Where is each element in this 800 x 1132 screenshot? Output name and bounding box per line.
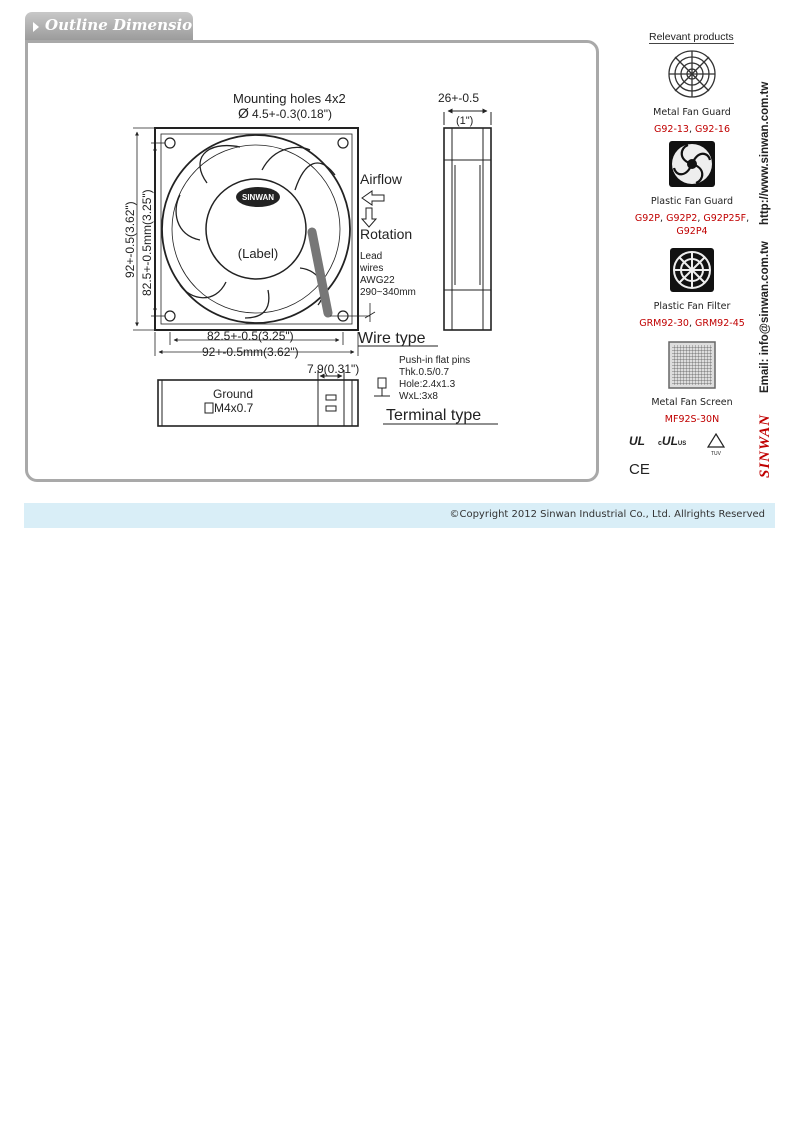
ce-mark-icon: CE <box>629 461 650 478</box>
product-code-link[interactable]: G92-16 <box>695 124 730 135</box>
wire-type-label: Wire type <box>358 330 426 347</box>
product-plastic-fan-guard[interactable]: Plastic Fan Guard G92P, G92P2, G92P25F, G92P4 <box>622 140 762 238</box>
email-link[interactable]: Email: info@sinwan.com.tw <box>759 241 771 393</box>
rotation-arrow-icon <box>362 208 376 227</box>
product-plastic-fan-filter[interactable]: Plastic Fan Filter GRM92-30, GRM92-45 <box>622 247 762 330</box>
product-name: Plastic Fan Filter <box>653 301 731 312</box>
depth-label: 26+-0.5 <box>438 91 480 105</box>
ground-label: Ground <box>213 387 254 401</box>
airflow-arrow-icon <box>362 191 384 205</box>
tuv-mark-icon <box>708 434 724 457</box>
product-code-link[interactable]: G92P2 <box>666 213 698 224</box>
product-code-link[interactable]: GRM92-45 <box>695 318 745 329</box>
product-code-link[interactable]: G92P4 <box>676 226 708 237</box>
rotation-label: Rotation <box>360 226 413 242</box>
plastic-fan-filter-icon <box>669 247 715 293</box>
height-inner-label: 82.5+-0.5mm(3.25") <box>140 189 154 296</box>
relevant-products-title: Relevant products <box>649 31 734 43</box>
terminal-gap-label: 7.9(0.31") <box>307 362 360 376</box>
pins-label-4: WxL:3x8 <box>399 391 438 402</box>
terminal-view <box>158 370 390 426</box>
metal-fan-screen-icon <box>668 341 716 389</box>
height-outer-label: 92+-0.5(3.62") <box>123 201 137 278</box>
product-name: Metal Fan Screen <box>651 397 733 408</box>
copyright-text: ©Copyright 2012 Sinwan Industrial Co., Ltd. Allrights Reserved <box>449 509 765 520</box>
product-code-link[interactable]: G92P25F <box>703 213 747 224</box>
pins-label-1: Push-in flat pins <box>399 355 471 366</box>
pins-label-3: Hole:2.4x1.3 <box>399 379 456 390</box>
screw-label: M4x0.7 <box>214 401 254 415</box>
logo-text: SINWAN <box>242 193 274 202</box>
section-title: Outline Dimensions <box>45 16 212 34</box>
product-metal-fan-guard[interactable]: Metal Fan Guard G92-13, G92-16 <box>622 49 762 136</box>
product-code-link[interactable]: MF92S-30N <box>664 414 720 425</box>
hole-diameter-label: 4.5+-0.3(0.18") <box>252 107 332 121</box>
label-text: (Label) <box>237 246 279 261</box>
lead-label-1: Lead <box>360 251 383 262</box>
front-view <box>155 128 370 330</box>
product-code-link[interactable]: GRM92-30 <box>639 318 689 329</box>
diameter-symbol: Ø <box>238 105 249 121</box>
lead-label-2: wires <box>360 263 384 274</box>
product-code-link[interactable]: G92P <box>634 213 661 224</box>
product-metal-fan-screen[interactable] <box>622 341 762 426</box>
terminal-type-label: Terminal type <box>386 407 482 424</box>
airflow-label: Airflow <box>360 171 403 187</box>
mounting-holes-label: Mounting holes 4x2 <box>233 91 346 106</box>
product-code-link[interactable]: G92-13 <box>654 124 689 135</box>
pins-label-2: Thk.0.5/0.7 <box>399 367 450 378</box>
lead-label-3: AWG22 <box>360 275 395 286</box>
plastic-fan-guard-icon <box>668 140 716 188</box>
footer-bar <box>24 503 775 528</box>
website-link[interactable]: http://www.sinwan.com.tw <box>759 81 771 225</box>
lead-label-4: 290~340mm <box>360 287 416 298</box>
metal-fan-guard-icon <box>667 49 717 99</box>
brand-logo-text: SINWAN <box>757 413 773 478</box>
width-inner-label: 82.5+-0.5(3.25") <box>207 329 294 343</box>
depth-inch-label: (1") <box>456 115 474 127</box>
svg-text:TUV: TUV <box>711 451 721 457</box>
certification-marks <box>627 430 727 480</box>
width-outer-label: 92+-0.5mm(3.62") <box>202 345 299 359</box>
cul-mark-icon: cULUS <box>658 434 687 448</box>
product-name: Plastic Fan Guard <box>650 196 734 207</box>
ul-mark-icon: UL <box>629 434 645 448</box>
product-name: Metal Fan Guard <box>653 107 731 118</box>
side-view <box>444 111 491 330</box>
